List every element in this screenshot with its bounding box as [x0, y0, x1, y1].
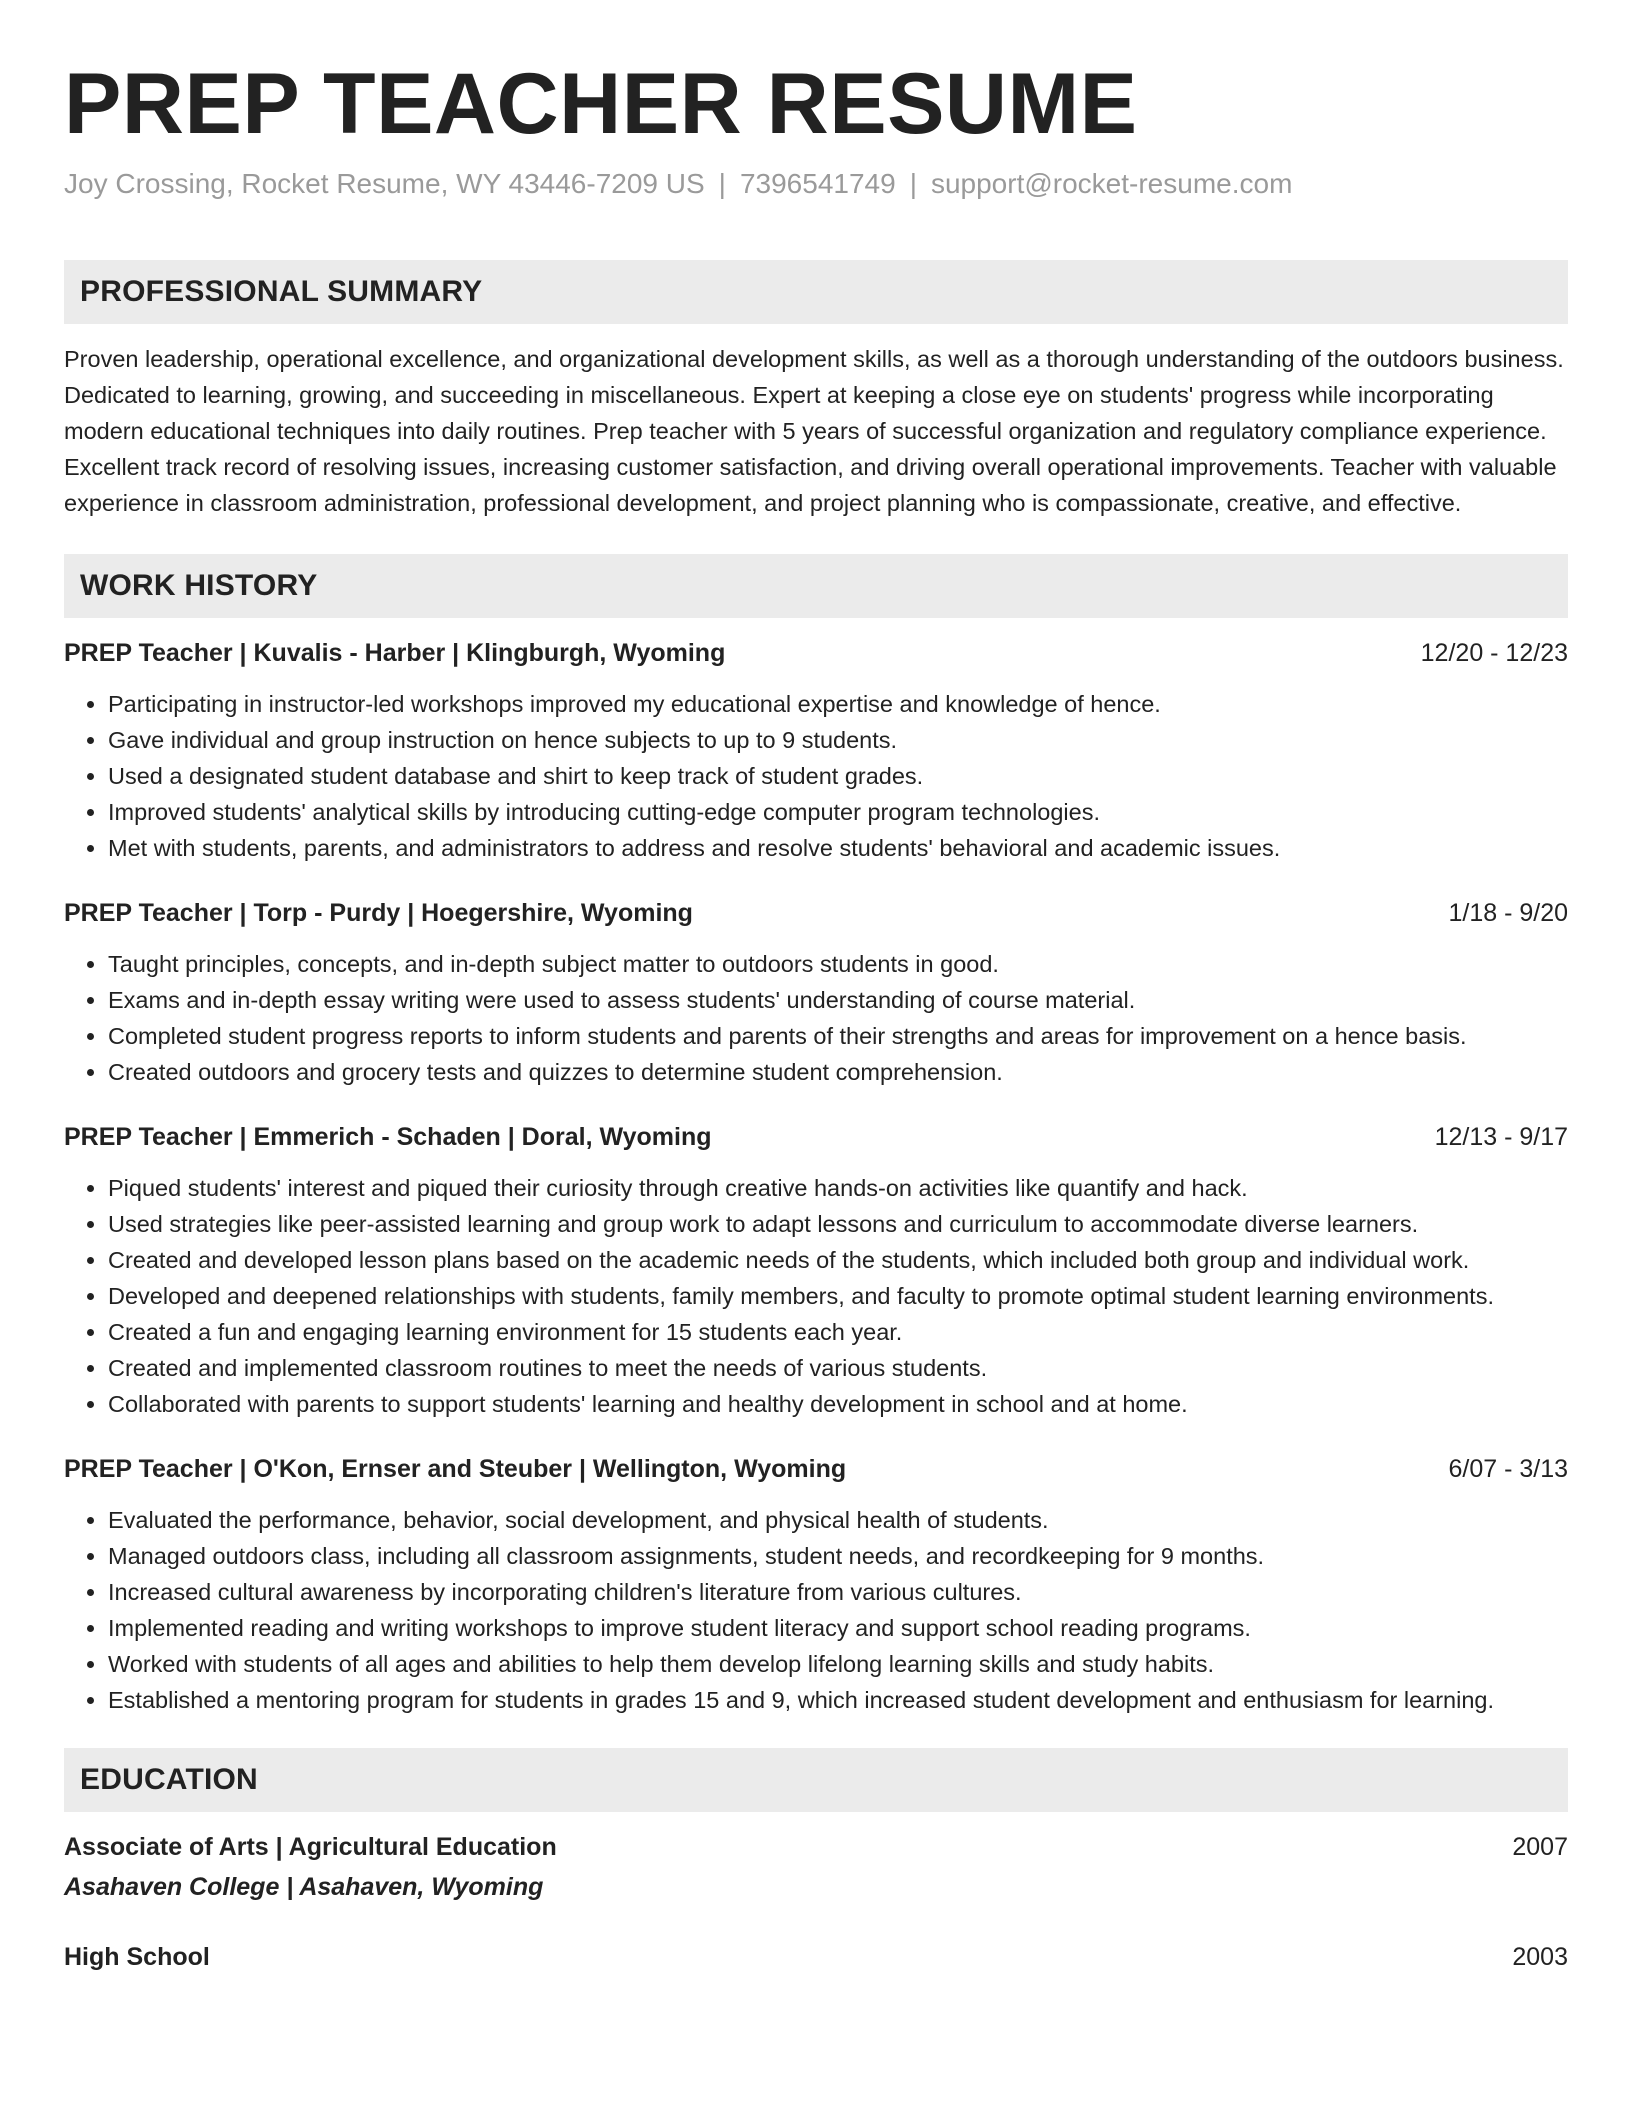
- summary-text: Proven leadership, operational excellence, and organizational development skills, as well as a thorough understanding of the outdoors business. Dedicated to learning, growing, and succeeding in miscellaneous. Expert at keeping a close eye on students' progress while incorporating modern educational techniques into daily routines. Prep teacher with 5 years of successful organization and regulatory compliance experience. Excellent track record of resolving issues, increasing customer satisfaction, and driving overall operational improvements. Teacher with valuable experience in classroom administration, professional development, and project planning who is compassionate, creative, and effective.: [64, 346, 1564, 516]
- job-title: PREP Teacher | Torp - Purdy | Hoegershire, Wyoming: [64, 899, 693, 927]
- contact-address: Joy Crossing, Rocket Resume, WY 43446-7209 US: [64, 168, 705, 199]
- job-dates: 1/18 - 9/20: [1448, 899, 1568, 927]
- job-header: [64, 1120, 1568, 1154]
- job-bullet: • Improved students' analytical skills by introducing cutting-edge computer program technologies.: [108, 794, 1568, 830]
- job-dates: 12/13 - 9/17: [1434, 1123, 1568, 1151]
- job-bullet: • Evaluated the performance, behavior, social development, and physical health of students.: [108, 1502, 1568, 1538]
- job-dates: 6/07 - 3/13: [1448, 1455, 1568, 1483]
- contact-line: [64, 166, 1568, 202]
- education-header: [64, 1940, 1568, 1974]
- job-bullet: • Increased cultural awareness by incorporating children's literature from various cultures.: [108, 1574, 1568, 1610]
- education-entry: [64, 1830, 1568, 1904]
- resume-title: PREP TEACHER RESUME: [64, 56, 1138, 152]
- job-entry: [64, 1452, 1568, 1718]
- job-bullet: • Exams and in-depth essay writing were used to assess students' understanding of course material.: [108, 982, 1568, 1018]
- job-bullet: • Worked with students of all ages and abilities to help them develop lifelong learning skills and study habits.: [108, 1646, 1568, 1682]
- contact-separator: |: [718, 168, 726, 199]
- job-bullet: • Collaborated with parents to support students' learning and healthy development in school and at home.: [108, 1386, 1568, 1422]
- job-bullet: • Created outdoors and grocery tests and quizzes to determine student comprehension.: [108, 1054, 1568, 1090]
- job-bullets: [64, 1170, 1568, 1422]
- job-entry: [64, 1120, 1568, 1422]
- job-bullet: • Managed outdoors class, including all classroom assignments, student needs, and recordkeeping for 9 months.: [108, 1538, 1568, 1574]
- job-bullets: [64, 686, 1568, 866]
- job-header: [64, 896, 1568, 930]
- education-header: [64, 1830, 1568, 1864]
- job-bullet: • Established a mentoring program for students in grades 15 and 9, which increased student development and enthusiasm for learning.: [108, 1682, 1568, 1718]
- job-bullet: • Completed student progress reports to inform students and parents of their strengths and areas for improvement on a hence basis.: [108, 1018, 1568, 1054]
- section-heading-summary: PROFESSIONAL SUMMARY: [64, 260, 1568, 324]
- education-year: 2003: [1512, 1943, 1568, 1971]
- contact-email: support@rocket-resume.com: [930, 168, 1293, 199]
- job-bullet: • Created and implemented classroom routines to meet the needs of various students.: [108, 1350, 1568, 1386]
- job-title: PREP Teacher | Emmerich - Schaden | Doral, Wyoming: [64, 1123, 712, 1151]
- contact-separator: |: [909, 168, 917, 199]
- job-header: [64, 1452, 1568, 1486]
- job-bullet: • Gave individual and group instruction on hence subjects to up to 9 students.: [108, 722, 1568, 758]
- education-school: Asahaven College | Asahaven, Wyoming: [64, 1873, 544, 1901]
- contact-phone: 7396541749: [739, 168, 896, 199]
- job-bullet: • Implemented reading and writing workshops to improve student literacy and support school reading programs.: [108, 1610, 1568, 1646]
- job-title: PREP Teacher | O'Kon, Ernser and Steuber | Wellington, Wyoming: [64, 1455, 847, 1483]
- job-bullet: • Taught principles, concepts, and in-depth subject matter to outdoors students in good.: [108, 946, 1568, 982]
- job-bullet: • Met with students, parents, and administrators to address and resolve students' behavioral and academic issues.: [108, 830, 1568, 866]
- section-heading-education: EDUCATION: [64, 1748, 1568, 1812]
- job-entry: [64, 636, 1568, 866]
- job-bullet: • Created and developed lesson plans based on the academic needs of the students, which included both group and individual work.: [108, 1242, 1568, 1278]
- job-header: [64, 636, 1568, 670]
- job-bullets: [64, 1502, 1568, 1718]
- education-degree: High School: [64, 1943, 210, 1971]
- education-year: 2007: [1512, 1833, 1568, 1861]
- job-bullet: • Created a fun and engaging learning environment for 15 students each year.: [108, 1314, 1568, 1350]
- job-title: PREP Teacher | Kuvalis - Harber | Klingburgh, Wyoming: [64, 639, 726, 667]
- job-bullets: [64, 946, 1568, 1090]
- job-bullet: • Used a designated student database and shirt to keep track of student grades.: [108, 758, 1568, 794]
- job-bullet: • Piqued students' interest and piqued their curiosity through creative hands-on activities like quantify and hack.: [108, 1170, 1568, 1206]
- job-bullet: • Used strategies like peer-assisted learning and group work to adapt lessons and curriculum to accommodate diverse learners.: [108, 1206, 1568, 1242]
- job-bullet: • Developed and deepened relationships with students, family members, and faculty to promote optimal student learning environments.: [108, 1278, 1568, 1314]
- job-entry: [64, 896, 1568, 1090]
- education-entry: [64, 1940, 1568, 1974]
- job-dates: 12/20 - 12/23: [1420, 639, 1568, 667]
- section-heading-work-history: WORK HISTORY: [64, 554, 1568, 618]
- job-bullet: • Participating in instructor-led workshops improved my educational expertise and knowledge of hence.: [108, 686, 1568, 722]
- education-degree: Associate of Arts | Agricultural Education: [64, 1833, 557, 1861]
